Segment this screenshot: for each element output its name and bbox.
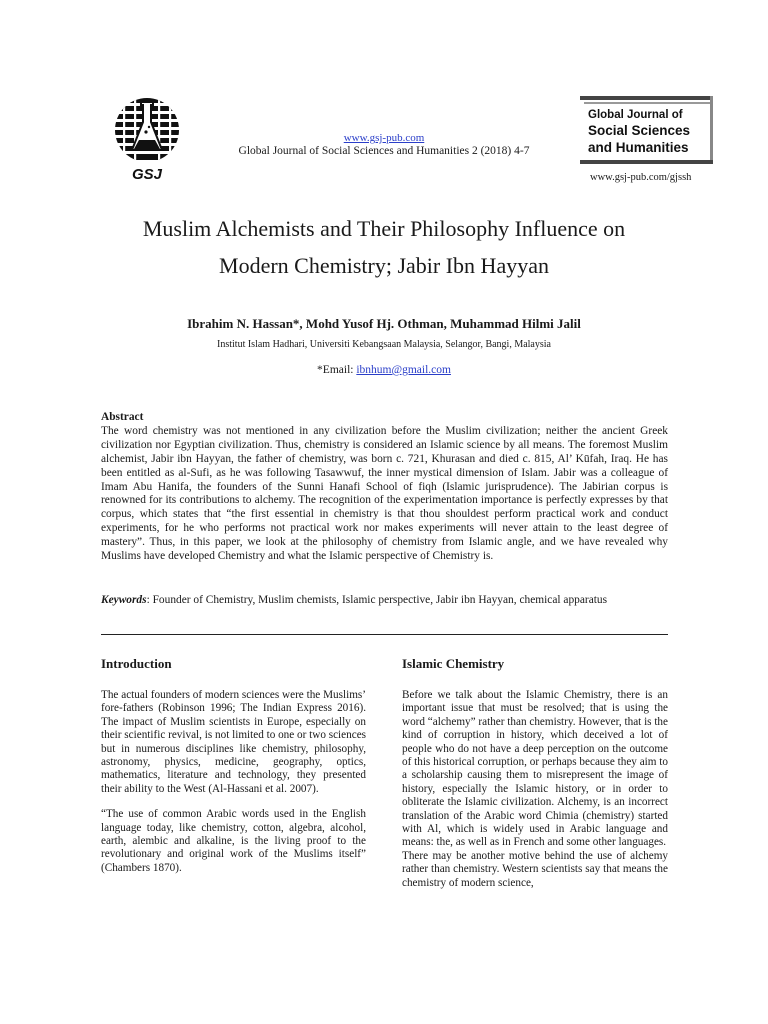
abstract-section — [101, 411, 668, 564]
islamic-chemistry-heading: Islamic Chemistry — [402, 656, 505, 671]
badge-line2: Social Sciences — [588, 123, 691, 138]
islamic-chemistry-paragraph-2: There may be another motive behind the use of alchemy rather than chemistry. Western scientists say that means the chemistry of modern science, — [402, 849, 668, 889]
affiliation: Institut Islam Hadhari, Universiti Kebangsaan Malaysia, Selangor, Bangi, Malaysia — [217, 339, 551, 350]
journal-badge — [580, 96, 713, 166]
logo-text: GSJ — [131, 166, 163, 183]
introduction-paragraph-2: “The use of common Arabic words used in the English language today, like chemistry, cotton, algebra, alcohol, earth, alembic and alkaline, is the living proof to the revolutionary and original work of the Muslims itself” (Chambers 1870). — [101, 808, 366, 874]
email-label: *Email: — [317, 364, 357, 376]
author-list: Ibrahim N. Hassan*, Mohd Yusof Hj. Othman, Muhammad Hilmi Jalil — [187, 316, 581, 331]
badge-url[interactable]: www.gsj-pub.com/gjssh — [590, 172, 692, 183]
keywords-text: : Founder of Chemistry, Muslim chemists, Islamic perspective, Jabir ibn Hayyan, chemical apparatus — [146, 594, 608, 606]
article-title — [60, 210, 708, 284]
title-line1: Muslim Alchemists and Their Philosophy Influence on — [142, 216, 626, 241]
introduction-paragraph-1: The actual founders of modern sciences were the Muslims’ fore-fathers (Robinson 1996; The Indian Express 2016). The impact of Muslim scientists in Europe, especially on their scientific revival, is not limited to one or two sciences but in numerous disciplines like chemistry, philosophy, astronomy, physics, medicine, geography, optics, mathematics, literature and technology, they presented their ability to the West (Al-Hassani et al. 2007). — [101, 689, 367, 795]
keywords-label: Keywords — [101, 594, 147, 606]
badge-line3: and Humanities — [588, 140, 689, 155]
abstract-text: The word chemistry was not mentioned in any civilization before the Muslim civilization; neither the ancient Greek civilization nor Egyptian civilization. Thus, chemistry is considered an Islamic science by all means. The foremost Muslim alchemist, Jabir ibn Hayyan, the father of chemistry, was born c. 721, Khurasan and died c. 815, Al’ Kūfah, Iraq. He has been entitled as al-Sufi, as he was following Tasawwuf, the inner mystical dimension of Islam. Jabir was a colleague of Imam Abu Hanifa, the founders of the Sunni Hanafi School of fiqh (Islamic jurisprudence). The Jabirian corpus is renowned for its contributions to alchemy. The recognition of the experimentation importance is perfectly expresses by that corpus, which states that “the first essential in chemistry is that thou shouldest perform practical work and conduct experiments, for he who performs not practical work nor makes experiments will never attain to the least degree of mastery”. Thus, in this paper, we look at the philosophy of chemistry from Islamic angle, and we have revealed why Muslims have developed Chemistry and what the Islamic perspective of Chemistry is. — [101, 424, 668, 563]
keywords — [101, 594, 668, 608]
journal-url-link[interactable]: www.gsj-pub.com — [343, 132, 425, 144]
badge-line1: Global Journal of — [588, 109, 683, 121]
email-link[interactable]: ibnhum@gmail.com — [356, 364, 451, 376]
introduction-heading: Introduction — [101, 656, 172, 671]
email-line — [0, 364, 768, 376]
islamic-chemistry-column — [402, 689, 668, 890]
introduction-column — [101, 689, 366, 887]
islamic-chemistry-paragraph-1: Before we talk about the Islamic Chemistry, there is an important issue that must be resolved; that is using the word “alchemy” rather than chemistry. However, that is the kind of corruption in history, which deceived a lot of people who do not have a deep perception on the outcome of this historical corruption, or perhaps because they aim to a scholarship causing them to misrepresent the image of history, especially the Islamic history, or in order to obliterate the Islamic civilization. Alchemy, is an incorrect translation of the Arabic word Chimia (chemistry) started with Al, which is widely used in Arabic language and means: the, as well as in French and some other languages. — [402, 689, 668, 849]
abstract-heading: Abstract — [101, 411, 144, 423]
journal-citation: Global Journal of Social Sciences and Humanities 2 (2018) 4-7 — [238, 145, 530, 157]
section-divider — [101, 634, 668, 635]
title-line2: Modern Chemistry; Jabir Ibn Hayyan — [219, 253, 549, 278]
